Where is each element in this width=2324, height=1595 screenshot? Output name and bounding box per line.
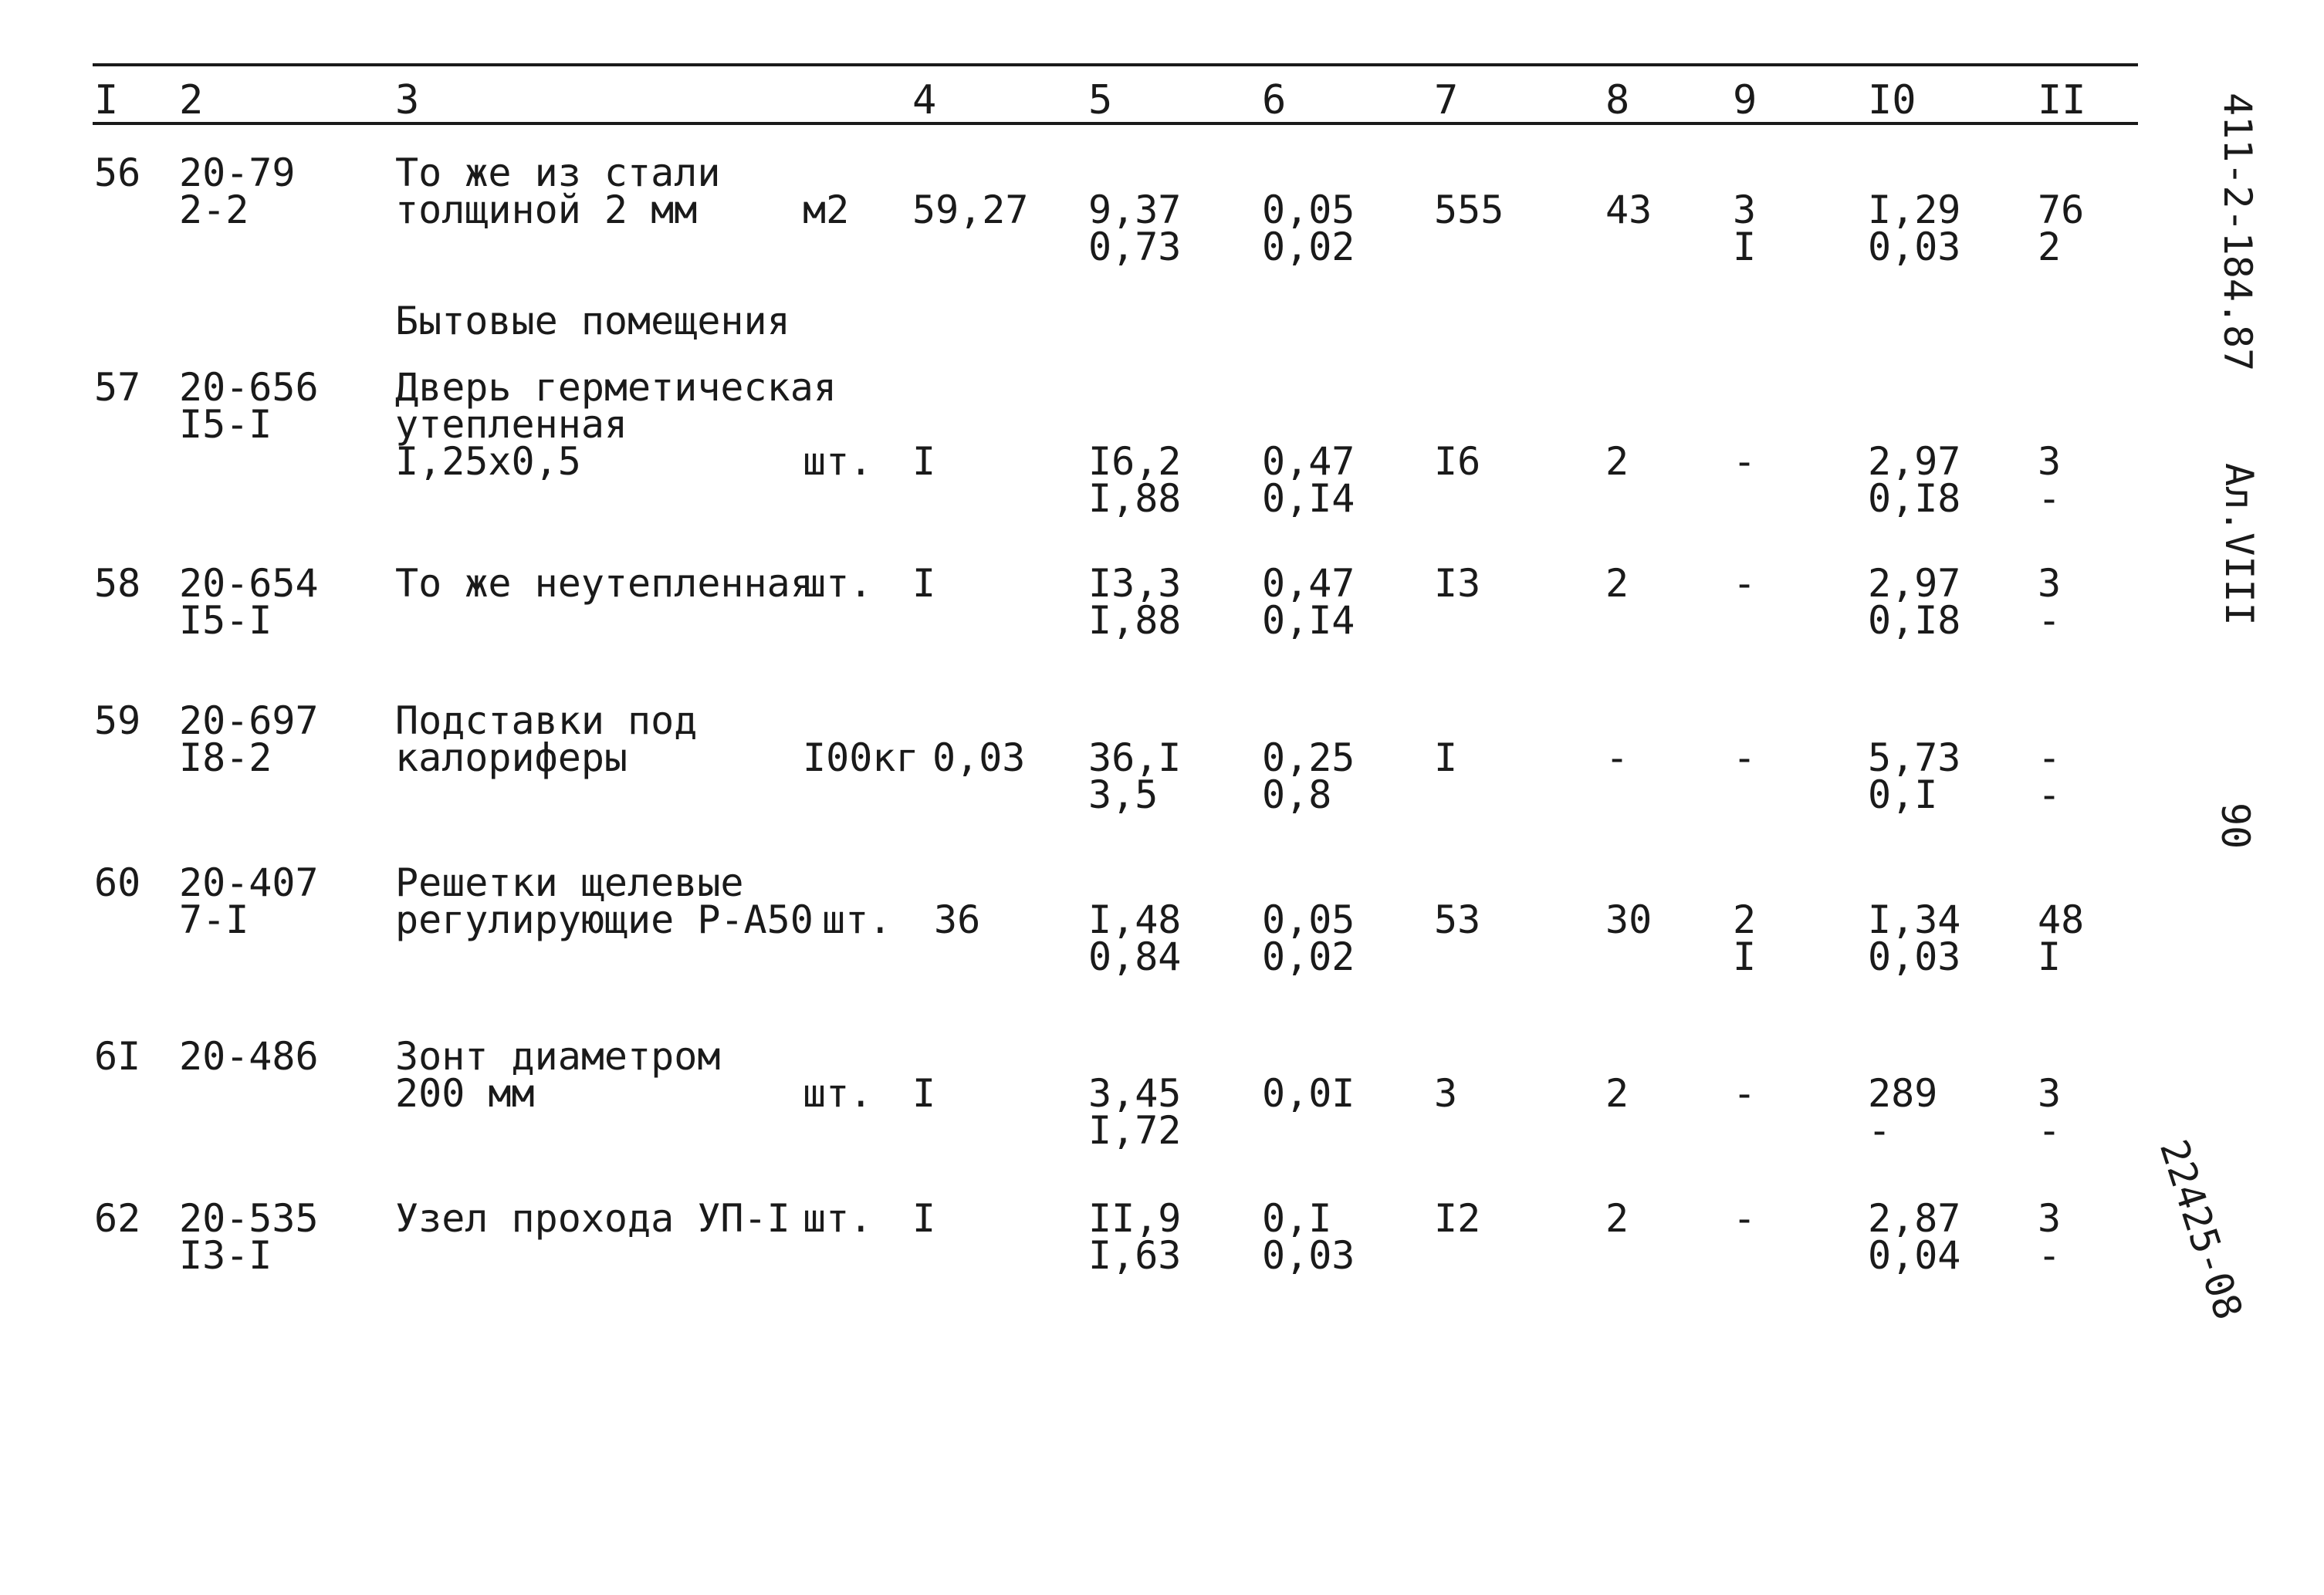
- col-10-value-line: I,29: [1868, 188, 1961, 232]
- col-6-value-line: 0,47: [1262, 439, 1355, 484]
- rate-code-line: 2-2: [179, 188, 249, 232]
- work-name: [395, 1034, 721, 1116]
- col-5-value-line: 0,73: [1088, 225, 1182, 269]
- col-9-value-line: -: [1733, 1071, 1757, 1116]
- col-7-value: 555: [1434, 188, 1504, 232]
- rate-code-line: I3-I: [179, 1233, 272, 1278]
- col-10-value-line: 0,I8: [1868, 476, 1961, 521]
- header-col-3: 3: [395, 77, 420, 123]
- col-10-value: [1868, 561, 1961, 643]
- col-8-value: 30: [1605, 897, 1653, 942]
- col-8-value: 43: [1605, 188, 1653, 232]
- row-number: 57: [94, 365, 141, 410]
- header-col-6: 6: [1262, 77, 1287, 123]
- col-5-value: [1088, 897, 1182, 979]
- col-9-value-line: I: [1733, 225, 1757, 269]
- col-11-value-line: 76: [2038, 188, 2085, 232]
- rate-code-line: 20-535: [179, 1196, 319, 1241]
- col-6-value-line: 0,05: [1262, 897, 1355, 942]
- col-11-value-line: 2: [2038, 225, 2062, 269]
- col-10-value-line: 2,97: [1868, 561, 1961, 606]
- work-name-line: толщиной 2 мм: [395, 188, 698, 232]
- col-5-value-line: I,88: [1088, 476, 1182, 521]
- col-8-value: 2: [1605, 561, 1629, 606]
- work-name-line: Узел прохода УП-I: [395, 1196, 790, 1241]
- col-6-value: [1262, 1196, 1355, 1278]
- col-6-value: [1262, 735, 1355, 817]
- col-7-value: I: [1434, 735, 1458, 780]
- col-9-value: [1733, 561, 1757, 606]
- col-7-value: I6: [1434, 439, 1481, 484]
- work-name-line: Решетки щелевые: [395, 860, 744, 905]
- unit: м2: [803, 188, 850, 232]
- rate-code-line: 20-697: [179, 698, 319, 743]
- col-8-value: 2: [1605, 1071, 1629, 1116]
- col-10-value-line: 0,I8: [1868, 598, 1961, 643]
- work-name-line: Дверь герметическая: [395, 365, 837, 410]
- col-6-value-line: 0,25: [1262, 735, 1355, 780]
- col-5-value-line: 3,5: [1088, 772, 1159, 817]
- unit: шт.: [803, 439, 873, 484]
- header-col-1: I: [94, 77, 119, 123]
- col-11-value-line: -: [2038, 735, 2062, 780]
- rate-code: [179, 698, 319, 780]
- work-name-line: калориферы: [395, 735, 628, 780]
- col-10-value-line: 289: [1868, 1071, 1938, 1116]
- quantity: I: [912, 439, 936, 484]
- col-6-value-line: 0,8: [1262, 772, 1332, 817]
- col-5-value-line: 0,84: [1088, 934, 1182, 979]
- row-number: 59: [94, 698, 141, 743]
- col-7-value: 53: [1434, 897, 1481, 942]
- col-11-value-line: 48: [2038, 897, 2085, 942]
- work-name-line: I,25х0,5: [395, 439, 581, 484]
- quantity: 0,03: [932, 735, 1026, 780]
- work-name: [395, 860, 814, 942]
- col-6-value: [1262, 439, 1355, 521]
- col-5-value-line: I3,3: [1088, 561, 1182, 606]
- col-6-value-line: 0,02: [1262, 225, 1355, 269]
- col-11-value-line: I: [2038, 934, 2062, 979]
- header-col-7: 7: [1434, 77, 1459, 123]
- col-11-value-line: -: [2038, 1108, 2062, 1153]
- col-11-value-line: 3: [2038, 439, 2062, 484]
- section-title: Бытовые помещения: [395, 299, 790, 343]
- col-9-value-line: -: [1733, 735, 1757, 780]
- col-10-value-line: 0,03: [1868, 934, 1961, 979]
- col-10-value-line: 5,73: [1868, 735, 1961, 780]
- row-number: 6I: [94, 1034, 141, 1079]
- col-5-value-line: 3,45: [1088, 1071, 1182, 1116]
- col-7-value: I3: [1434, 561, 1481, 606]
- row-number: 58: [94, 561, 141, 606]
- quantity: I: [912, 1071, 936, 1116]
- rate-code-line: I5-I: [179, 402, 272, 447]
- col-11-value-line: 3: [2038, 1071, 2062, 1116]
- col-9-value: [1733, 1071, 1757, 1116]
- col-10-value-line: -: [1868, 1108, 1892, 1153]
- header-col-11: II: [2038, 77, 2086, 123]
- col-11-value: [2038, 1071, 2062, 1153]
- col-8-value: 2: [1605, 439, 1629, 484]
- col-11-value: [2038, 897, 2085, 979]
- rate-code-line: I5-I: [179, 598, 272, 643]
- rate-code: [179, 860, 319, 942]
- col-5-value: [1088, 439, 1182, 521]
- rate-code: [179, 150, 296, 232]
- col-6-value-line: 0,0I: [1262, 1071, 1355, 1116]
- col-9-value: [1733, 188, 1757, 269]
- col-6-value-line: 0,02: [1262, 934, 1355, 979]
- col-11-value: [2038, 188, 2085, 269]
- col-10-value-line: 0,04: [1868, 1233, 1961, 1278]
- quantity: I: [912, 561, 936, 606]
- col-10-value: [1868, 735, 1961, 817]
- header-col-10: I0: [1868, 77, 1916, 123]
- col-6-value-line: 0,I: [1262, 1196, 1332, 1241]
- col-5-value-line: II,9: [1088, 1196, 1182, 1241]
- col-6-value: [1262, 561, 1355, 643]
- col-5-value-line: I,48: [1088, 897, 1182, 942]
- work-name-line: 200 мм: [395, 1071, 535, 1116]
- col-9-value-line: -: [1733, 439, 1757, 484]
- page-number: 90: [2213, 803, 2258, 850]
- rate-code: [179, 1196, 319, 1278]
- doc-code: 411-2-184.87: [2215, 93, 2260, 372]
- col-11-value: [2038, 561, 2062, 643]
- col-5-value-line: I,63: [1088, 1233, 1182, 1278]
- col-10-value: [1868, 439, 1961, 521]
- col-10-value-line: 0,I: [1868, 772, 1938, 817]
- col-11-value: [2038, 439, 2062, 521]
- col-11-value-line: -: [2038, 598, 2062, 643]
- col-10-value-line: 2,87: [1868, 1196, 1961, 1241]
- work-name: [395, 1196, 790, 1241]
- col-9-value-line: 3: [1733, 188, 1757, 232]
- col-6-value: [1262, 897, 1355, 979]
- work-name-line: То же из стали: [395, 150, 721, 195]
- work-name-line: Подставки под: [395, 698, 698, 743]
- unit: шт.: [803, 561, 873, 606]
- rate-code-line: I8-2: [179, 735, 272, 780]
- col-7-value: 3: [1434, 1071, 1458, 1116]
- col-9-value-line: -: [1733, 1196, 1757, 1241]
- rate-code-line: 20-407: [179, 860, 319, 905]
- col-6-value-line: 0,I4: [1262, 476, 1355, 521]
- col-9-value: [1733, 1196, 1757, 1241]
- unit: I00кг: [803, 735, 919, 780]
- unit: шт.: [803, 1071, 873, 1116]
- col-6-value-line: 0,05: [1262, 188, 1355, 232]
- row-number: 60: [94, 860, 141, 905]
- col-9-value: [1733, 439, 1757, 484]
- col-9-value: [1733, 735, 1757, 780]
- rate-code-line: 20-654: [179, 561, 319, 606]
- col-10-value-line: I,34: [1868, 897, 1961, 942]
- header-col-4: 4: [912, 77, 937, 123]
- work-name: [395, 365, 837, 484]
- work-name-line: регулирующие Р-А50: [395, 897, 814, 942]
- quantity: I: [912, 1196, 936, 1241]
- col-10-value: [1868, 897, 1961, 979]
- col-6-value-line: 0,03: [1262, 1233, 1355, 1278]
- col-5-value: [1088, 1071, 1182, 1153]
- work-name: [395, 561, 814, 606]
- rate-code: [179, 561, 319, 643]
- col-7-value: I2: [1434, 1196, 1481, 1241]
- col-10-value: [1868, 1196, 1961, 1278]
- col-11-value-line: 3: [2038, 561, 2062, 606]
- col-9-value-line: 2: [1733, 897, 1757, 942]
- col-11-value-line: -: [2038, 476, 2062, 521]
- col-11-value: [2038, 1196, 2062, 1278]
- unit: шт.: [803, 1196, 873, 1241]
- header-col-8: 8: [1605, 77, 1630, 123]
- work-name: [395, 698, 698, 780]
- col-5-value-line: 36,I: [1088, 735, 1182, 780]
- col-10-value-line: 0,03: [1868, 225, 1961, 269]
- col-5-value-line: I,88: [1088, 598, 1182, 643]
- work-name-line: Зонт диаметром: [395, 1034, 721, 1079]
- col-5-value-line: I6,2: [1088, 439, 1182, 484]
- rate-code: [179, 365, 319, 447]
- rate-code: [179, 1034, 319, 1079]
- top-rule: [93, 63, 2138, 66]
- col-10-value: [1868, 188, 1961, 269]
- col-8-value: 2: [1605, 1196, 1629, 1241]
- col-9-value-line: -: [1733, 561, 1757, 606]
- col-9-value: [1733, 897, 1757, 979]
- col-5-value: [1088, 1196, 1182, 1278]
- col-5-value-line: I,72: [1088, 1108, 1182, 1153]
- work-name: [395, 150, 721, 232]
- quantity: 59,27: [912, 188, 1029, 232]
- header-col-5: 5: [1088, 77, 1113, 123]
- rate-code-line: 20-486: [179, 1034, 319, 1079]
- col-5-value: [1088, 561, 1182, 643]
- row-number: 56: [94, 150, 141, 195]
- col-8-value: -: [1605, 735, 1629, 780]
- col-6-value: [1262, 1071, 1355, 1116]
- header-col-9: 9: [1733, 77, 1757, 123]
- work-name-line: То же неутепленная: [395, 561, 814, 606]
- col-11-value-line: -: [2038, 1233, 2062, 1278]
- album-label: Ал.VIII: [2217, 463, 2261, 626]
- row-number: 62: [94, 1196, 141, 1241]
- col-5-value: [1088, 188, 1182, 269]
- col-10-value-line: 2,97: [1868, 439, 1961, 484]
- col-10-value: [1868, 1071, 1938, 1153]
- col-11-value-line: -: [2038, 772, 2062, 817]
- col-11-value: [2038, 735, 2062, 817]
- rate-code-line: 20-656: [179, 365, 319, 410]
- work-name-line: утепленная: [395, 402, 628, 447]
- unit: шт.: [822, 897, 892, 942]
- col-6-value-line: 0,47: [1262, 561, 1355, 606]
- rate-code-line: 7-I: [179, 897, 249, 942]
- col-11-value-line: 3: [2038, 1196, 2062, 1241]
- col-5-value-line: 9,37: [1088, 188, 1182, 232]
- col-6-value-line: 0,I4: [1262, 598, 1355, 643]
- col-5-value: [1088, 735, 1182, 817]
- rate-code-line: 20-79: [179, 150, 296, 195]
- quantity: 36: [934, 897, 981, 942]
- inventory-number: 22425-08: [2150, 1134, 2251, 1325]
- header-col-2: 2: [179, 77, 204, 123]
- col-6-value: [1262, 188, 1355, 269]
- col-9-value-line: I: [1733, 934, 1757, 979]
